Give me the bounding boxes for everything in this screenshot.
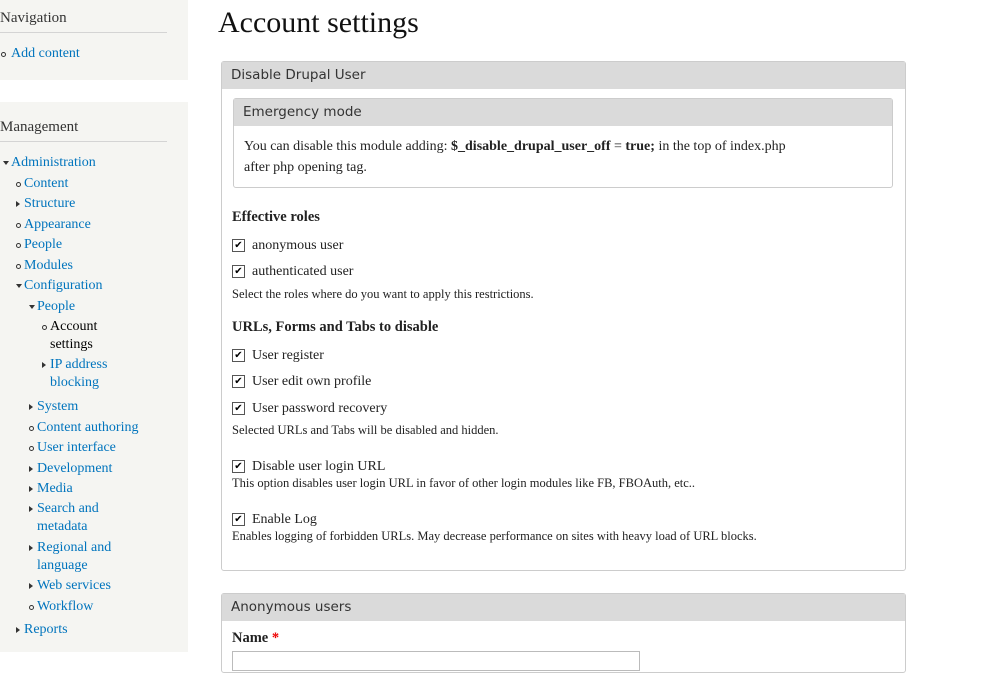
expanded-arrow-icon — [29, 305, 35, 309]
bullet-icon — [29, 446, 34, 451]
checkbox[interactable]: ✔ — [232, 265, 245, 278]
checkbox-label[interactable]: anonymous user — [252, 238, 344, 253]
menu-item-label: Development — [37, 461, 113, 476]
fieldset-legend: Disable Drupal User — [222, 62, 905, 89]
menu-item-label: Account settings — [50, 319, 98, 352]
menu-item[interactable] — [37, 460, 112, 478]
menu-item[interactable] — [37, 398, 78, 416]
menu-item-label: Content authoring — [37, 420, 139, 435]
page-title: Account settings — [218, 6, 419, 39]
menu-item-label: Regional and language — [37, 540, 112, 573]
checkbox[interactable]: ✔ — [232, 239, 245, 252]
required-marker: * — [271, 630, 280, 646]
checkbox-label[interactable]: Disable user login URL — [252, 459, 386, 474]
bullet-icon — [29, 426, 34, 431]
bullet-icon — [16, 223, 21, 228]
menu-item-label: Configuration — [24, 278, 103, 293]
checkbox[interactable]: ✔ — [232, 513, 245, 526]
bullet-icon — [42, 325, 47, 330]
checkbox-label[interactable]: User edit own profile — [252, 374, 372, 389]
menu-item[interactable] — [24, 175, 68, 193]
collapsed-arrow-icon — [29, 466, 33, 472]
divider — [0, 32, 167, 33]
checkbox[interactable]: ✔ — [232, 402, 245, 415]
menu-item-label: Web services — [37, 578, 111, 593]
collapsed-arrow-icon — [16, 627, 20, 633]
collapsed-arrow-icon — [29, 404, 33, 410]
menu-item-label: Workflow — [37, 599, 94, 614]
menu-item-label: Modules — [24, 258, 73, 273]
navigation-block — [0, 0, 188, 80]
menu-item[interactable] — [37, 500, 121, 536]
link-label: Add content — [11, 46, 80, 61]
bullet-icon — [16, 243, 21, 248]
navigation-title: Navigation — [0, 10, 67, 26]
bullet-icon — [29, 605, 34, 610]
name-input[interactable] — [232, 651, 640, 671]
menu-item[interactable] — [24, 236, 62, 254]
fieldset-legend: Emergency mode — [234, 99, 892, 126]
collapsed-arrow-icon — [16, 201, 20, 207]
nav-add-content-link[interactable] — [11, 45, 80, 63]
menu-item[interactable] — [24, 621, 68, 639]
menu-item[interactable] — [24, 195, 75, 213]
checkbox[interactable]: ✔ — [232, 375, 245, 388]
checkbox-label[interactable]: Enable Log — [252, 512, 317, 527]
fieldset-legend: Anonymous users — [222, 594, 905, 621]
login-description: This option disables user login URL in favor of other login modules like FB, FBOAuth, etc.. — [232, 476, 696, 490]
menu-item[interactable] — [37, 419, 139, 437]
menu-item[interactable] — [50, 356, 124, 392]
checkbox[interactable]: ✔ — [232, 460, 245, 473]
divider — [0, 141, 167, 142]
collapsed-arrow-icon — [29, 545, 33, 551]
expanded-arrow-icon — [16, 284, 22, 288]
menu-item-label: IP address blocking — [50, 357, 108, 390]
checkbox-label[interactable]: authenticated user — [252, 264, 354, 279]
menu-item-label: Appearance — [24, 217, 91, 232]
menu-item-label: Structure — [24, 196, 76, 211]
menu-item[interactable] — [37, 577, 111, 595]
menu-item-label: Administration — [11, 155, 96, 170]
checkbox-label[interactable]: User register — [252, 348, 324, 363]
menu-item[interactable] — [24, 257, 73, 275]
expanded-arrow-icon — [3, 161, 9, 165]
bullet-icon — [16, 264, 21, 269]
emergency-text: You can disable this module adding: $_disable_drupal_user_off = true; in the top of index.php after php opening tag. — [244, 139, 786, 175]
menu-item-label: Content — [24, 176, 69, 191]
menu-item-label: Reports — [24, 622, 68, 637]
collapsed-arrow-icon — [29, 506, 33, 512]
menu-item[interactable] — [24, 216, 91, 234]
menu-item-label: People — [37, 299, 76, 314]
collapsed-arrow-icon — [42, 362, 46, 368]
log-description: Enables logging of forbidden URLs. May decrease performance on sites with heavy load of URL blocks. — [232, 529, 757, 543]
collapsed-arrow-icon — [29, 583, 33, 589]
menu-item[interactable] — [37, 298, 75, 316]
management-title: Management — [0, 119, 79, 135]
checkbox[interactable]: ✔ — [232, 349, 245, 362]
roles-description: Select the roles where do you want to apply this restrictions. — [232, 287, 534, 301]
menu-item[interactable] — [37, 480, 73, 498]
urls-description: Selected URLs and Tabs will be disabled and hidden. — [232, 423, 499, 437]
checkbox-label[interactable]: User password recovery — [252, 401, 388, 416]
emergency-mode-fieldset — [233, 98, 893, 188]
name-label: Name * — [232, 630, 280, 646]
menu-item-label: People — [24, 237, 63, 252]
bullet-icon — [16, 182, 21, 187]
menu-item-label: User interface — [37, 440, 116, 455]
menu-item[interactable] — [37, 539, 123, 575]
collapsed-arrow-icon — [29, 486, 33, 492]
menu-item[interactable] — [24, 277, 103, 295]
disable-drupal-user-fieldset — [221, 61, 906, 571]
menu-item-label: System — [37, 399, 79, 414]
menu-item[interactable] — [11, 154, 96, 172]
menu-item[interactable] — [37, 598, 93, 616]
bullet-icon — [1, 52, 6, 57]
menu-item[interactable] — [50, 318, 112, 354]
anonymous-users-fieldset — [221, 593, 906, 673]
effective-roles-heading: Effective roles — [232, 209, 320, 225]
menu-item-label: Search and metadata — [37, 501, 99, 534]
menu-item-label: Media — [37, 481, 73, 496]
urls-heading: URLs, Forms and Tabs to disable — [232, 319, 439, 335]
menu-item[interactable] — [37, 439, 116, 457]
